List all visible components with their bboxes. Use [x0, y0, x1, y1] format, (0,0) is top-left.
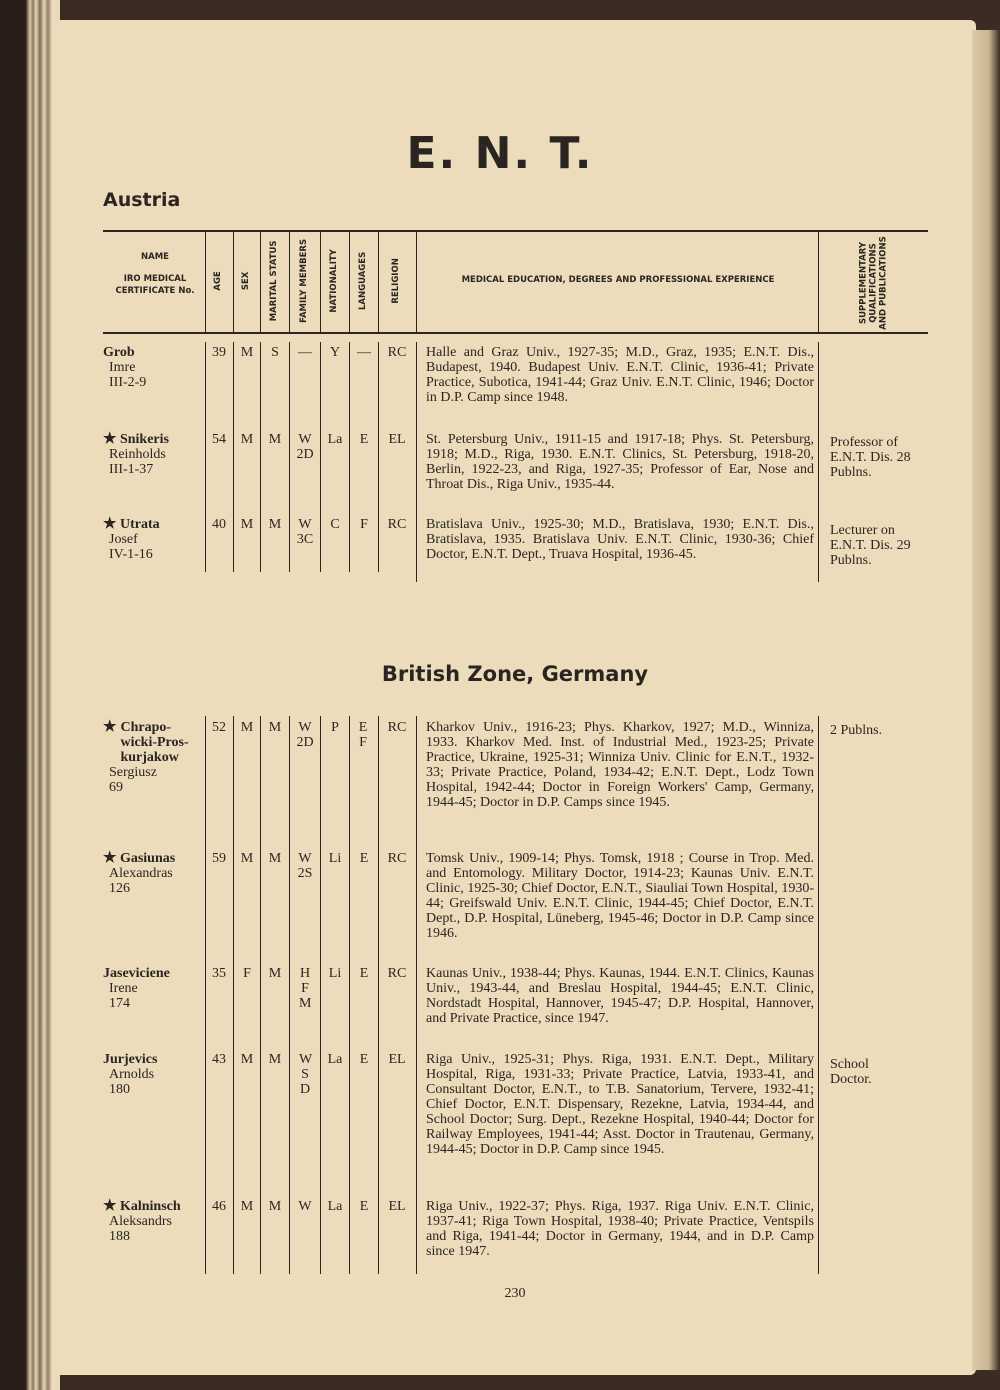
given-name: Josef: [109, 532, 138, 547]
header-name-line2: IRO MEDICAL: [123, 273, 187, 284]
education-cell: Kaunas Univ., 1938-44; Phys. Kaunas, 1944. E.N.T. Clinics, Kaunas Univ., 1943-44, and Breslau Hospital, 1944-45; E.N.T. Clinic, Nordstadt Hospital, Hannover, 1945-47; D.P. Hospital, Hannover, and Private Practice, since 1947.: [426, 966, 814, 1026]
religion-cell: RC: [387, 517, 407, 532]
header-divider: [289, 231, 290, 333]
given-name: Reinholds: [109, 447, 166, 462]
supplementary-cell: 2 Publns.: [830, 723, 883, 738]
page-number: 230: [504, 1286, 526, 1301]
nationality-cell: La: [327, 1052, 343, 1067]
sex-cell: F: [243, 966, 251, 981]
sex-cell: M: [240, 345, 254, 360]
header-nationality: NATIONALITY: [329, 249, 340, 313]
family-cell: —: [298, 345, 312, 360]
languages-cell: E: [359, 432, 369, 447]
age-cell: 39: [212, 345, 226, 360]
age-cell: 43: [212, 1052, 226, 1067]
religion-cell: EL: [388, 1199, 406, 1214]
header-supp-line3: AND PUBLICATIONS: [877, 236, 888, 330]
supplementary-cell: Lecturer on E.N.T. Dis. 29 Publns.: [830, 523, 911, 568]
sex-cell: M: [240, 720, 254, 735]
age-cell: 54: [212, 432, 226, 447]
supplementary-cell: School Doctor.: [830, 1057, 872, 1087]
section-title-austria: Austria: [103, 189, 181, 211]
header-divider: [378, 231, 379, 333]
person-name: [103, 966, 207, 1011]
nationality-cell: C: [330, 517, 340, 532]
education-cell: Riga Univ., 1925-31; Phys. Riga, 1931. E.N.T. Dept., Military Hospital, Riga, 1931-33; Private Practice, Latvia, 1933-41, and Consultant Doctor, E.N.T., to T.B. Sanatorium, Tervere, 1932-41; Chief Doctor, E.N.T. Dispensary, Rezekne, Latvia, 1934-44, and School Doctor; Surg. Dept., Rezekne Hospital, 1940-44; Doctor for Railway Employees, 1941-44; Asst. Doctor in Trautenau, Germany, 1944-45; Doctor in D.P. Camp since 1945.: [426, 1052, 814, 1157]
religion-cell: EL: [388, 432, 406, 447]
supplementary-cell: Professor of E.N.T. Dis. 28 Publns.: [830, 435, 911, 480]
languages-cell: E: [359, 851, 369, 866]
column-rule: [378, 716, 379, 1274]
marital-cell: M: [268, 1052, 282, 1067]
column-rule: [818, 342, 819, 582]
family-cell: H F M: [299, 966, 312, 1011]
age-cell: 59: [212, 851, 226, 866]
header-name: [104, 253, 206, 308]
column-rule: [349, 342, 350, 572]
header-marital: MARITAL STATUS: [269, 240, 280, 322]
marital-cell: M: [268, 432, 282, 447]
header-name-line1: NAME: [141, 252, 169, 262]
languages-cell: E: [359, 1199, 369, 1214]
column-rule: [416, 716, 417, 1274]
column-rule: [233, 342, 234, 572]
certificate-number: 174: [109, 996, 130, 1011]
header-age: AGE: [213, 271, 224, 291]
certificate-number: 188: [109, 1229, 130, 1244]
header-divider: [416, 231, 417, 333]
certificate-number: III-2-9: [109, 375, 147, 390]
column-rule: [378, 342, 379, 572]
certificate-number: 126: [109, 881, 130, 896]
column-rule: [320, 716, 321, 1274]
certificate-number: 180: [109, 1082, 130, 1097]
education-cell: Kharkov Univ., 1916-23; Phys. Kharkov, 1927; M.D., Winniza, 1933. Kharkov Med. Inst. of Industrial Med., 1923-25; Private Practice, Ukraine, 1925-31; Winniza Univ. Clinic for E.N.T., 1932-33; Private Practice, Poland, 1934-42; E.N.T. Dept., Lodz Town Hospital, 1942-44; Doctor in Foreign Workers' Camp, Germany, 1944-45; Doctor in D.P. Camps since 1945.: [426, 720, 814, 810]
page-right-edge: [972, 30, 1000, 1370]
star-icon: ★: [103, 850, 117, 866]
header-family: FAMILY MEMBERS: [299, 238, 310, 323]
given-name: Imre: [109, 360, 136, 375]
certificate-number: III-1-37: [109, 462, 154, 477]
nationality-cell: La: [327, 432, 343, 447]
nationality-cell: Li: [328, 851, 342, 866]
header-name-line3: CERTIFICATE No.: [115, 285, 195, 296]
family-cell: W S D: [299, 1052, 313, 1097]
header-languages: LANGUAGES: [358, 251, 369, 310]
sex-cell: M: [240, 1199, 254, 1214]
given-name: Irene: [109, 981, 138, 996]
person-name: [103, 1199, 207, 1244]
surname: Grob: [103, 345, 135, 360]
marital-cell: S: [271, 345, 279, 360]
family-cell: W 3C: [296, 517, 314, 547]
marital-cell: M: [268, 1199, 282, 1214]
star-icon: ★: [103, 719, 117, 735]
header-divider: [818, 231, 819, 333]
header-divider: [260, 231, 261, 333]
marital-cell: M: [268, 517, 282, 532]
header-divider: [233, 231, 234, 333]
certificate-number: 69: [109, 780, 123, 795]
nationality-cell: La: [327, 1199, 343, 1214]
nationality-cell: P: [331, 720, 339, 735]
education-cell: Halle and Graz Univ., 1927-35; M.D., Graz, 1935; E.N.T. Dis., Budapest, 1940. Budapest Univ. E.N.T. Clinic, 1936-41; Private Practice, Subotica, 1941-44; Graz Univ. E.N.T. Clinic, 1946; Doctor in D.P. Camp since 1948.: [426, 345, 814, 405]
given-name: Arnolds: [109, 1067, 155, 1082]
surname: Jaseviciene: [103, 966, 170, 981]
marital-cell: M: [268, 851, 282, 866]
header-supplementary-stack: [859, 236, 888, 329]
sex-cell: M: [240, 432, 254, 447]
surname: Chrapo-wicki-Pros-kurjakow: [120, 720, 189, 765]
marital-cell: M: [268, 966, 282, 981]
family-cell: W 2D: [296, 432, 314, 462]
column-rule: [818, 716, 819, 1274]
column-rule: [233, 716, 234, 1274]
surname: Jurjevics: [103, 1052, 158, 1067]
header-bottom-rule: [103, 332, 928, 334]
given-name: Alexandras: [109, 866, 173, 881]
certificate-number: IV-1-16: [109, 547, 153, 562]
column-rule: [289, 342, 290, 572]
column-rule: [289, 716, 290, 1274]
column-rule: [416, 342, 417, 582]
header-education: MEDICAL EDUCATION, DEGREES AND PROFESSIONAL EXPERIENCE: [461, 275, 775, 285]
age-cell: 40: [212, 517, 226, 532]
header-divider: [349, 231, 350, 333]
sex-cell: M: [240, 851, 254, 866]
person-name: [103, 517, 207, 562]
column-rule: [260, 716, 261, 1274]
column-rule: [260, 342, 261, 572]
header-supp-line1: SUPPLEMENTARY: [858, 241, 869, 325]
age-cell: 46: [212, 1199, 226, 1214]
person-name: [103, 1052, 207, 1097]
education-cell: Tomsk Univ., 1909-14; Phys. Tomsk, 1918 ; Course in Trop. Med. and Entomology. Military Doctor, 1914-23; Kaunas Univ. E.N.T. Clinic, 1925-30; Chief Doctor, E.N.T., Siauliai Town Hospital, 1930-44; Greifswald Univ. E.N.T. Clinic, 1944-45; Chief Doctor, E.N.T. Dept., D.P. Hospital, Lüneberg, 1945-46; Doctor in D.P. Camp since 1946.: [426, 851, 814, 941]
given-name: Aleksandrs: [109, 1214, 172, 1229]
column-rule: [349, 716, 350, 1274]
surname: Snikeris: [119, 432, 169, 447]
person-name: [103, 720, 207, 795]
book-binding: [0, 0, 60, 1390]
section-title-british-zone: British Zone, Germany: [381, 662, 649, 686]
header-divider: [320, 231, 321, 333]
header-religion: RELIGION: [391, 258, 402, 304]
religion-cell: RC: [387, 966, 407, 981]
surname: Gasiunas: [119, 851, 176, 866]
religion-cell: RC: [387, 345, 407, 360]
religion-cell: RC: [387, 720, 407, 735]
page-sheet: [56, 20, 976, 1375]
page-title: E. N. T.: [406, 128, 594, 179]
star-icon: ★: [103, 1198, 117, 1214]
marital-cell: M: [268, 720, 282, 735]
religion-cell: RC: [387, 851, 407, 866]
education-cell: St. Petersburg Univ., 1911-15 and 1917-18; Phys. St. Petersburg, 1918; M.D., Riga, 1930. E.N.T. Clinics, St. Petersburg, 1918-20, Berlin, 1922-23, and Riga, 1927-35; Professor of Ear, Nose and Throat Dis., Riga Univ., 1935-44.: [426, 432, 814, 492]
star-icon: ★: [103, 516, 117, 532]
age-cell: 52: [212, 720, 226, 735]
header-supplementary: [820, 234, 928, 332]
star-icon: ★: [103, 431, 117, 447]
column-rule: [320, 342, 321, 572]
languages-cell: E: [359, 1052, 369, 1067]
languages-cell: F: [360, 517, 368, 532]
sex-cell: M: [240, 517, 254, 532]
age-cell: 35: [212, 966, 226, 981]
family-cell: W 2S: [297, 851, 313, 881]
education-cell: Riga Univ., 1922-37; Phys. Riga, 1937. Riga Univ. E.N.T. Clinic, 1937-41; Riga Town Hospital, 1938-40; Private Practice, Ventspils and Riga, 1941-44; Doctor in Germany, 1944, and in D.P. Camp since 1947.: [426, 1199, 814, 1259]
person-name: [103, 851, 207, 896]
nationality-cell: Li: [328, 966, 342, 981]
given-name: Sergiusz: [109, 765, 157, 780]
sex-cell: M: [240, 1052, 254, 1067]
surname: Utrata: [119, 517, 160, 532]
person-name: [103, 432, 207, 477]
family-cell: W 2D: [296, 720, 314, 750]
education-cell: Bratislava Univ., 1925-30; M.D., Bratislava, 1930; E.N.T. Dis., Bratislava, 1935. Bratislava Univ. E.N.T. Clinic, 1930-36; Chief Doctor, E.N.T. Dept., Truava Hospital, 1936-45.: [426, 517, 814, 562]
nationality-cell: Y: [329, 345, 341, 360]
languages-cell: —: [357, 345, 371, 360]
languages-cell: E: [359, 966, 369, 981]
languages-cell: E F: [358, 720, 368, 750]
person-name: [103, 345, 207, 390]
header-top-rule: [103, 230, 928, 232]
header-sex: SEX: [241, 271, 252, 291]
family-cell: W: [298, 1199, 312, 1214]
surname: Kalninsch: [119, 1199, 181, 1214]
header-supp-line2: QUALIFICATIONS: [868, 243, 879, 323]
religion-cell: EL: [388, 1052, 406, 1067]
